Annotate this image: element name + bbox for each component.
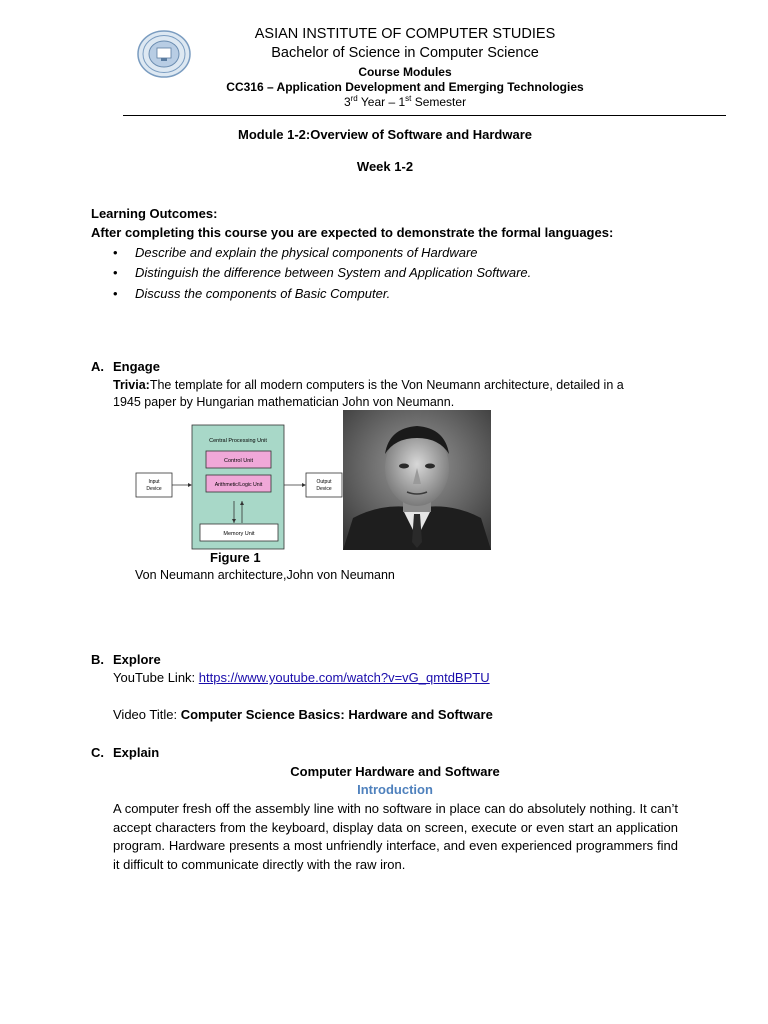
year-number: 3 [343, 95, 351, 109]
list-item [113, 245, 478, 260]
introduction-subheading: Introduction [357, 782, 433, 797]
outcome-text: Describe and explain the physical components of Hardware [135, 245, 478, 260]
input-device-box [136, 473, 172, 497]
semester-suffix: st [405, 94, 412, 103]
outcome-text: Distinguish the difference between System and Application Software. [135, 265, 532, 280]
program-name: Bachelor of Science in Computer Science [271, 45, 539, 61]
year-tail: Semester [411, 95, 467, 109]
section-letter-c: C. [91, 745, 104, 760]
alu-label: Arithmetic/Logic Unit [214, 482, 263, 488]
youtube-link-line [113, 670, 490, 685]
course-title: CC316 – Application Development and Emerging Technologies [226, 80, 584, 94]
year-semester [150, 94, 660, 109]
control-unit-label: Control Unit [223, 458, 254, 464]
explain-topic-title: Computer Hardware and Software [290, 764, 500, 779]
input-label-line2: Device [146, 486, 162, 492]
input-label-line1: Input [148, 479, 160, 485]
output-label-line1: Output [316, 479, 332, 485]
module-title: Module 1-2:Overview of Software and Hardware [237, 127, 533, 142]
cpu-label: Central Processing Unit [209, 438, 267, 444]
list-item [113, 286, 390, 301]
output-device-box [306, 473, 342, 497]
bullet-icon: • [113, 286, 118, 301]
learning-outcomes-intro: After completing this course you are expected to demonstrate the formal languages: [91, 225, 614, 240]
list-item [113, 265, 531, 280]
youtube-link[interactable]: https://www.youtube.com/watch?v=vG_qmtdBPTU [198, 670, 490, 685]
von-neumann-diagram [134, 423, 344, 551]
video-title-label: Video Title: [113, 707, 181, 722]
explain-heading: Explain [113, 745, 160, 760]
youtube-label: YouTube Link: [113, 670, 199, 685]
explain-paragraph: A computer fresh off the assembly line with no software in place can do absolutely nothing. It can’t accept characters from the keyboard, display data on screen, execute or even start an application program. Hardware presents a most unfriendly interface, and even experienced programmers find it difficult to communicate directly with the raw iron. [113, 801, 678, 872]
trivia-paragraph [113, 377, 653, 411]
explore-heading: Explore [113, 652, 161, 667]
engage-heading: Engage [113, 359, 160, 374]
header-divider [123, 115, 726, 116]
year-middle: Year – 1 [357, 95, 406, 109]
video-title-line [113, 707, 493, 722]
section-letter-b: B. [91, 652, 104, 667]
figure-caption: Von Neumann architecture,John von Neumann [135, 568, 395, 582]
year-suffix: rd [350, 94, 358, 103]
output-label-line2: Device [316, 486, 332, 492]
trivia-text: The template for all modern computers is the Von Neumann architecture, detailed in a 1945 paper by Hungarian mathematician John von Neumann. [113, 378, 624, 409]
video-title: Computer Science Basics: Hardware and Software [180, 707, 493, 722]
week-label: Week 1-2 [356, 159, 414, 174]
figure-label: Figure 1 [210, 550, 261, 565]
john-von-neumann-portrait [343, 410, 491, 550]
trivia-label: Trivia: [113, 378, 150, 392]
memory-unit-label: Memory Unit [223, 531, 255, 537]
bullet-icon: • [113, 265, 118, 280]
outcome-text: Discuss the components of Basic Computer. [135, 286, 391, 301]
section-letter-a: A. [91, 359, 104, 374]
institution-name: ASIAN INSTITUTE OF COMPUTER STUDIES [254, 26, 556, 42]
bullet-icon: • [113, 245, 118, 260]
learning-outcomes-heading: Learning Outcomes: [91, 206, 218, 221]
course-modules-label: Course Modules [358, 65, 452, 79]
